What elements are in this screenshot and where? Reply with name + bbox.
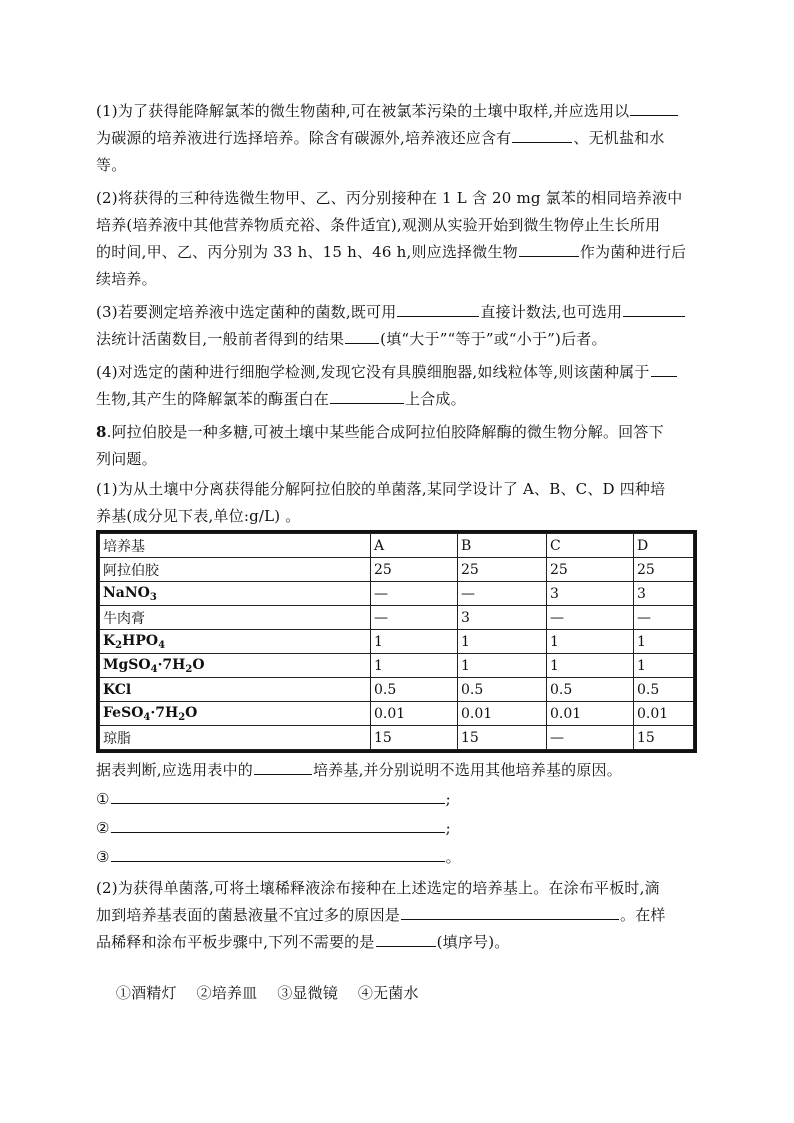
- q8-p1-line2: [96, 505, 301, 527]
- q8-intro-line1: [96, 421, 664, 443]
- table-cell: 0.5: [547, 678, 634, 702]
- table-cell: —: [371, 606, 458, 630]
- answer-blank[interactable]: [519, 241, 579, 257]
- answer-blank[interactable]: [111, 846, 445, 862]
- row-label: 阿拉伯胶: [100, 558, 371, 582]
- formula-part: NaNO: [103, 584, 150, 601]
- text: 为碳源的培养液进行选择培养。除含有碳源外,培养液还应含有: [96, 129, 512, 147]
- q7-p2-line3: [96, 241, 686, 263]
- circled-number: ①: [96, 790, 110, 808]
- medium-composition-table: [99, 533, 694, 750]
- q7-p4-line1: [96, 361, 678, 383]
- text: (1)为了获得能降解氯苯的微生物菌种,可在被氯苯污染的土壤中取样,并应选用以: [96, 102, 630, 120]
- formula-part: ·7H: [157, 656, 186, 673]
- table-cell: 1: [458, 654, 547, 678]
- table-cell: 3: [634, 582, 694, 606]
- table-cell: 0.01: [458, 702, 547, 726]
- text: (4)对选定的菌种进行细胞学检测,发现它没有具膜细胞器,如线粒体等,则该菌种属于: [96, 363, 650, 381]
- q7-p1-line2: [96, 127, 665, 149]
- table-cell: 1: [371, 630, 458, 654]
- text: 直接计数法,也可选用: [480, 303, 623, 321]
- answer-blank[interactable]: [623, 301, 685, 317]
- table-cell: 3: [547, 582, 634, 606]
- q7-p2-line4: [96, 268, 157, 290]
- text: 法统计活菌数目,一般前者得到的结果: [96, 330, 345, 348]
- formula-part: K: [103, 632, 116, 649]
- row-label: [100, 582, 371, 606]
- table-cell: 25: [547, 558, 634, 582]
- text: ;: [445, 790, 451, 808]
- table-cell: 1: [547, 630, 634, 654]
- table-cell: 15: [371, 726, 458, 750]
- table-cell: 15: [458, 726, 547, 750]
- circled-number: ②: [96, 819, 110, 837]
- q8-reason-2: [96, 817, 451, 839]
- table-row: [100, 702, 694, 726]
- answer-blank[interactable]: [630, 100, 678, 116]
- answer-blank[interactable]: [330, 388, 404, 404]
- medium-table: [96, 530, 697, 753]
- text: 品稀释和涂布平板步骤中,下列不需要的是: [96, 933, 375, 951]
- table-cell: 1: [634, 654, 694, 678]
- text: .阿拉伯胶是一种多糖,可被土壤中某些能合成阿拉伯胶降解酶的微生物分解。回答下: [106, 423, 664, 441]
- table-row: [100, 678, 694, 702]
- table-row: [100, 630, 694, 654]
- text: (2)将获得的三种待选微生物甲、乙、丙分别接种在 1 L 含 20 mg 氯苯的相同培养液中: [96, 189, 683, 207]
- table-row: [100, 654, 694, 678]
- answer-blank[interactable]: [651, 361, 677, 377]
- table-cell: 25: [371, 558, 458, 582]
- text: 等。: [96, 156, 127, 174]
- q8-reason-3: [96, 846, 461, 868]
- formula-part: MgSO: [103, 656, 151, 673]
- formula-subscript: 4: [150, 663, 158, 675]
- text: 养基(成分见下表,单位:g/L) 。: [96, 507, 301, 525]
- formula-subscript: 4: [158, 639, 166, 651]
- formula-subscript: 2: [115, 639, 123, 651]
- answer-blank[interactable]: [401, 904, 619, 920]
- table-cell: —: [547, 606, 634, 630]
- q8-p2-line1: [96, 877, 660, 899]
- row-label: 琼脂: [100, 726, 371, 750]
- q7-p4-line2: [96, 388, 466, 410]
- q7-p2-line1: [96, 187, 682, 209]
- table-cell: 1: [371, 654, 458, 678]
- q8-p2-line2: [96, 904, 666, 926]
- table-cell: 0.5: [371, 678, 458, 702]
- q8-p2-line3: [96, 931, 509, 953]
- text: 、无机盐和水: [573, 129, 665, 147]
- table-cell: 0.01: [634, 702, 694, 726]
- text: 加到培养基表面的菌悬液量不宜过多的原因是: [96, 906, 401, 924]
- text: (2)为获得单菌落,可将土壤稀释液涂布接种在上述选定的培养基上。在涂布平板时,滴: [96, 879, 660, 897]
- answer-blank[interactable]: [345, 328, 379, 344]
- row-label: 牛肉膏: [100, 606, 371, 630]
- answer-blank[interactable]: [376, 931, 436, 947]
- q8-reason-1: [96, 788, 451, 810]
- formula-part: FeSO: [103, 704, 144, 721]
- q8-p1-line1: [96, 478, 665, 500]
- header-cell: D: [634, 534, 694, 558]
- answer-blank[interactable]: [111, 817, 445, 833]
- question-number: 8: [96, 423, 107, 441]
- q7-p2-line2: [96, 214, 660, 236]
- formula-part: O: [192, 656, 205, 673]
- row-label: [100, 630, 371, 654]
- table-row: [100, 558, 694, 582]
- answer-blank[interactable]: [512, 127, 572, 143]
- q8-after-table: [96, 759, 622, 781]
- q8-intro-line2: [96, 448, 157, 470]
- header-cell: B: [458, 534, 547, 558]
- formula-subscript: 3: [149, 591, 157, 603]
- circled-number: ③: [96, 848, 110, 866]
- q7-p3-line1: [96, 301, 686, 323]
- table-cell: —: [458, 582, 547, 606]
- answer-blank[interactable]: [397, 301, 479, 317]
- text: 培养(培养液中其他营养物质充裕、条件适宜),观测从实验开始到微生物停止生长所用: [96, 216, 661, 234]
- text: (填序号)。: [436, 933, 510, 951]
- table-cell: 0.01: [371, 702, 458, 726]
- text: 列问题。: [96, 450, 157, 468]
- answer-blank[interactable]: [111, 788, 445, 804]
- table-cell: 1: [547, 654, 634, 678]
- table-row: [100, 582, 694, 606]
- formula-subscript: 2: [178, 711, 186, 723]
- formula-part: O: [185, 704, 198, 721]
- table-row: [100, 606, 694, 630]
- row-label: [100, 654, 371, 678]
- table-cell: 15: [634, 726, 694, 750]
- text: ;: [445, 819, 451, 837]
- row-label: KCl: [100, 678, 371, 702]
- table-cell: 0.5: [458, 678, 547, 702]
- table-cell: 0.5: [634, 678, 694, 702]
- formula-subscript: 4: [143, 711, 151, 723]
- option-list: ①酒精灯 ②培养皿 ③显微镜 ④无菌水: [115, 984, 419, 1002]
- text: (填“大于”“等于”或“小于”)后者。: [380, 330, 607, 348]
- table-cell: —: [547, 726, 634, 750]
- table-cell: 25: [634, 558, 694, 582]
- table-cell: 0.01: [547, 702, 634, 726]
- table-cell: 25: [458, 558, 547, 582]
- row-label: [100, 702, 371, 726]
- text: 上合成。: [404, 390, 466, 408]
- table-header-row: [100, 534, 694, 558]
- text: 生物,其产生的降解氯苯的酶蛋白在: [96, 390, 329, 408]
- formula-subscript: 2: [185, 663, 193, 675]
- header-cell: 培养基: [100, 534, 371, 558]
- text: (3)若要测定培养液中选定菌种的菌数,既可用: [96, 303, 397, 321]
- table-cell: 1: [634, 630, 694, 654]
- text: 作为菌种进行后: [579, 243, 687, 261]
- text: 的时间,甲、乙、丙分别为 33 h、15 h、46 h,则应选择微生物: [96, 243, 518, 261]
- table-row: [100, 726, 694, 750]
- q7-p3-line2: [96, 328, 607, 350]
- header-cell: C: [547, 534, 634, 558]
- text: 培养基,并分别说明不选用其他培养基的原因。: [312, 761, 622, 779]
- table-cell: —: [634, 606, 694, 630]
- formula-part: ·7H: [150, 704, 179, 721]
- text: 续培养。: [96, 270, 157, 288]
- table-cell: 1: [458, 630, 547, 654]
- text: 。在样: [620, 906, 666, 924]
- table-cell: 3: [458, 606, 547, 630]
- q8-options: [96, 960, 419, 1026]
- table-cell: —: [371, 582, 458, 606]
- answer-blank[interactable]: [254, 759, 312, 775]
- formula-part: HPO: [122, 632, 159, 649]
- q7-p1-line1: [96, 100, 679, 122]
- text: (1)为从土壤中分离获得能分解阿拉伯胶的单菌落,某同学设计了 A、B、C、D 四种培: [96, 480, 666, 498]
- text: 。: [445, 848, 461, 866]
- text: 据表判断,应选用表中的: [96, 761, 253, 779]
- header-cell: A: [371, 534, 458, 558]
- q7-p1-line3: [96, 154, 126, 176]
